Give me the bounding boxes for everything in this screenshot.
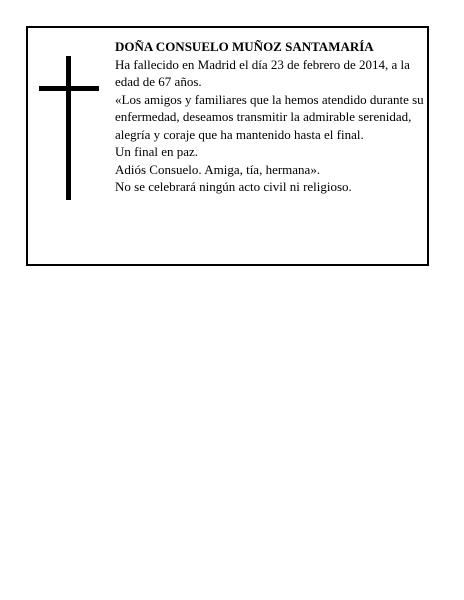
cross-icon <box>39 56 99 200</box>
death-announcement: Ha fallecido en Madrid el día 23 de febrero de 2014, a la edad de 67 años. <box>115 56 410 89</box>
farewell-line: Adiós Consuelo. Amiga, tía, hermana». <box>115 161 321 177</box>
deceased-name: DOÑA CONSUELO MUÑOZ SANTAMARÍA <box>115 39 374 54</box>
notice-text <box>115 38 425 196</box>
cross-horizontal-bar <box>39 86 99 91</box>
ceremony-note: No se celebrará ningún acto civil ni religioso. <box>115 179 352 194</box>
tribute-message: «Los amigos y familiares que la hemos atendido durante su enfermedad, deseamos transmitir la admirable serenidad, alegría y coraje que ha mantenido hasta el final. <box>115 91 424 142</box>
obituary-notice <box>26 26 429 266</box>
cross-vertical-bar <box>66 56 71 200</box>
tribute-line: Un final en paz. <box>115 144 199 159</box>
